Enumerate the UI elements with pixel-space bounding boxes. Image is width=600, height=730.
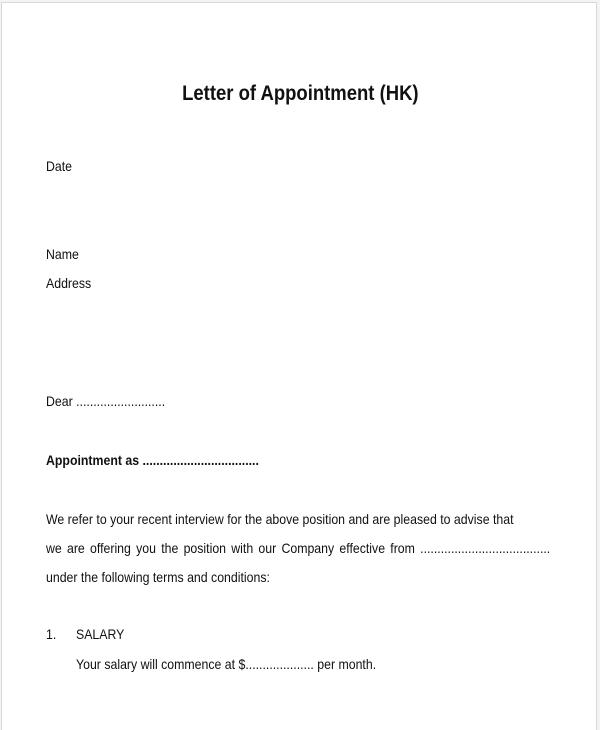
body-word: are (66, 540, 85, 556)
name-label: Name (46, 246, 79, 262)
body-word: the (161, 540, 179, 556)
body-word: Company (281, 540, 335, 556)
letter-title (2, 81, 598, 107)
section-1-number: 1. (46, 626, 57, 642)
body-word: from (390, 540, 415, 556)
date-label: Date (46, 158, 73, 174)
address-label: Address (46, 275, 92, 291)
body-word: with (231, 540, 254, 556)
body-line-1: We refer to your recent interview for the above position and are pleased to advise that (46, 511, 514, 527)
section-1-heading: SALARY (76, 626, 125, 642)
body-word: effective (339, 540, 386, 556)
appointment-subject: Appointment as .................................. (46, 452, 259, 468)
body-word: you (136, 540, 156, 556)
body-word: our (258, 540, 277, 556)
body-line-2 (46, 539, 550, 557)
body-word: offering (90, 540, 131, 556)
salutation: Dear .......................... (46, 393, 166, 409)
body-word: we (46, 540, 62, 556)
body-line-3: under the following terms and conditions: (46, 569, 270, 585)
letter-title-text: Letter of Appointment (HK) (181, 82, 419, 105)
body-word: position (183, 540, 227, 556)
body-word: ...................................... (420, 540, 551, 556)
section-1-text: Your salary will commence at $.................... per month. (76, 656, 377, 672)
letter-page (1, 2, 597, 730)
